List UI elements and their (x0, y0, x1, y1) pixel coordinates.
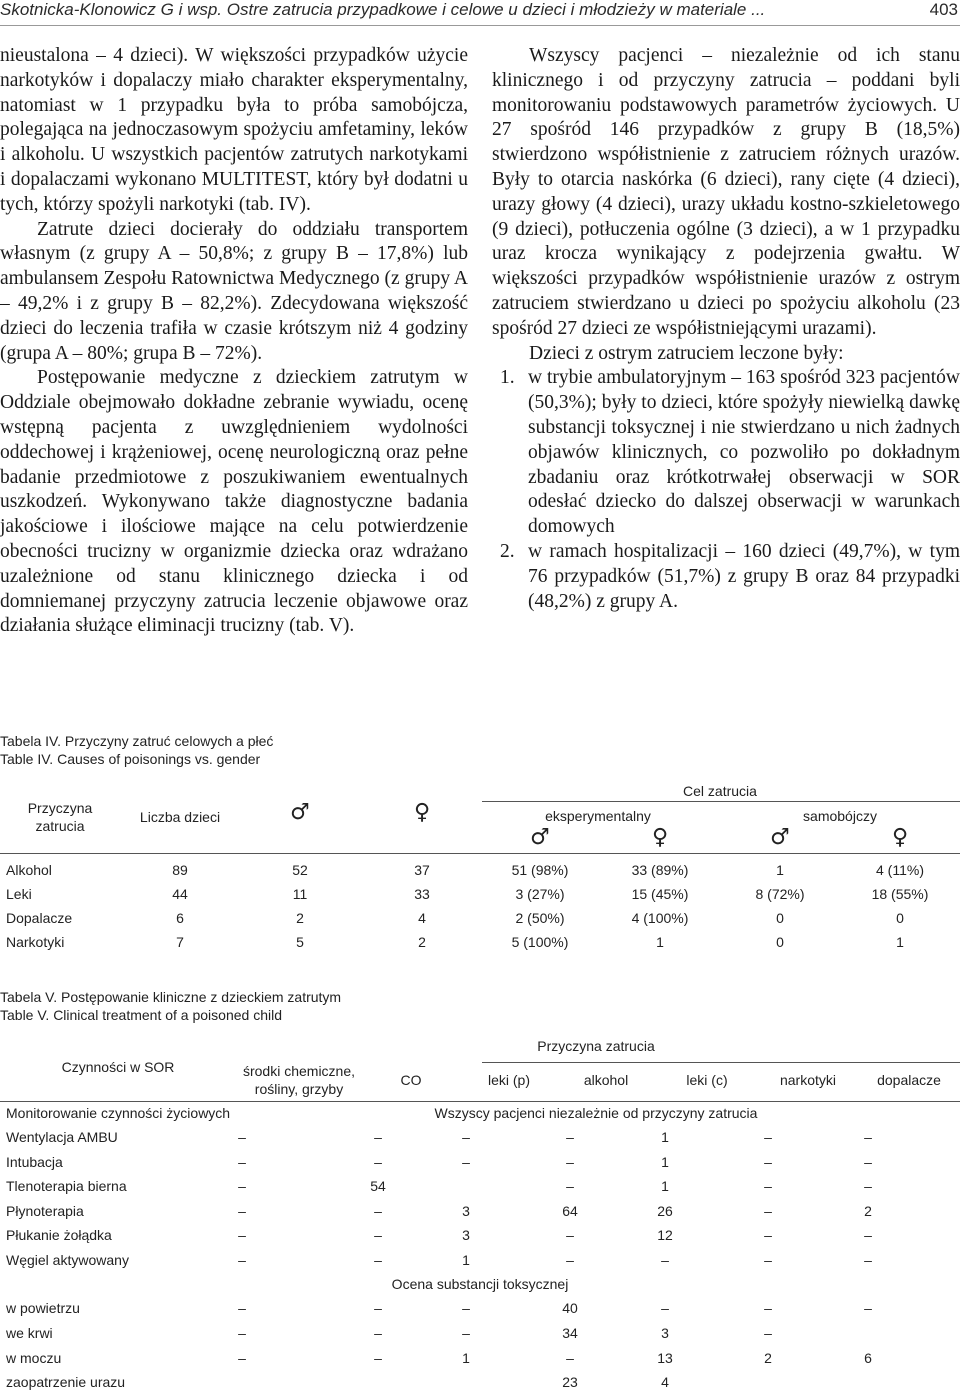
header-actions: Czynności w SOR (61, 1059, 175, 1075)
left-column (0, 44, 468, 639)
female-symbol-icon: ♀ (651, 825, 669, 850)
table-cell: 1 (656, 934, 664, 950)
table-cell: – (462, 1324, 470, 1341)
row-label: Tlenoterapia bierna (6, 1178, 127, 1194)
row-label: zaopatrzenie urazu (6, 1374, 126, 1391)
table-cell: – (764, 1227, 772, 1243)
table-cell: 0 (776, 934, 784, 950)
table-cell: 1 (661, 1153, 669, 1170)
table4-caption (0, 732, 273, 768)
treatment-list (492, 366, 960, 614)
row-label: Płynoterapia (6, 1202, 84, 1219)
table-cell: – (764, 1300, 772, 1316)
list-number: 1. (500, 367, 515, 389)
table-cell: 1 (896, 934, 904, 950)
row-label: w moczu (6, 1349, 62, 1366)
table-cell: – (864, 1153, 872, 1170)
list-text: w ramach hospitalizacji – 160 dzieci (49,7%), w tym 76 przypadków (51,7%) z grupy B oraz 84 przypadki (48,2%) z grupy A. (528, 540, 960, 612)
table-cell: 15 (45%) (631, 886, 689, 902)
table-cell: – (462, 1153, 470, 1170)
header-col-drugs-c: leki (c) (686, 1072, 728, 1088)
table-cell: 8 (72%) (755, 886, 805, 902)
table5-caption (0, 988, 341, 1024)
male-symbol-icon: ♂ (770, 825, 790, 850)
row-label: we krwi (6, 1324, 53, 1341)
table-cell: – (566, 1153, 574, 1170)
table-cell: – (864, 1251, 872, 1268)
table-cell: – (661, 1251, 669, 1268)
table-cell: – (374, 1227, 382, 1243)
caption-pl: Tabela IV. Przyczyny zatruć celowych a płeć (0, 733, 274, 749)
row-label: Narkotyki (6, 934, 65, 950)
table5 (0, 1036, 960, 1396)
paragraph: nieustalona – 4 dzieci). W większości przypadków użycie narkotyków i dopalaczy miało charakter eksperymentalny, natomiast w 1 przypadku była to próba samobójcza, polegająca na jednoczasowym spożyciu amfetaminy, leków i alkoholu. U wszystkich pacjentów zatrutych narkotykami i dopalaczami wykonano MULTITEST, który był dodatni u tych, którzy spożyli narkotyki (tab. IV). (0, 45, 468, 215)
table-cell: 1 (462, 1251, 470, 1268)
table-cell: 11 (292, 886, 308, 902)
paragraph: Dzieci z ostrym zatruciem leczone były: (529, 342, 844, 364)
table-cell: 3 (462, 1202, 470, 1219)
female-symbol-icon: ♀ (891, 825, 909, 850)
table-cell: – (764, 1251, 772, 1268)
table-cell: – (462, 1300, 470, 1316)
table-cell: – (374, 1300, 382, 1316)
table4 (0, 780, 960, 960)
header-rule (0, 25, 960, 26)
table-cell: – (238, 1178, 246, 1194)
table-cell: 1 (776, 862, 784, 878)
caption-pl: Tabela V. Postępowanie kliniczne z dzieckiem zatrutym (0, 989, 342, 1005)
table-cell: – (462, 1129, 470, 1145)
header-col-chemicals: środki chemiczne, rośliny, grzyby (242, 1063, 356, 1097)
table-cell: – (764, 1129, 772, 1145)
table-cell: – (238, 1251, 246, 1268)
table-cell: 18 (55%) (871, 886, 929, 902)
table-cell: 1 (661, 1129, 669, 1145)
table-cell: 4 (418, 910, 426, 926)
table-cell: 44 (172, 886, 188, 902)
header-col-alcohol: alkohol (583, 1072, 629, 1088)
list-text: w trybie ambulatoryjnym – 163 spośród 323 pacjentów (50,3%); były to dzieci, które spożyły niewielką dawkę substancji toksycznej i nie stwierdzano u nich żadnych objawów klinicznych, co pozwoliło po dokładnym zbadaniu oraz krótkotrwałej obserwacji w SOR odesłać dziecko do dalszej obserwacji w warunkach domowych (528, 367, 960, 538)
monitor-value: Wszyscy pacjenci niezależnie od przyczyny zatrucia (434, 1105, 758, 1121)
table-cell: – (566, 1178, 574, 1194)
table-cell: 33 (89%) (631, 862, 689, 878)
table-cell: – (864, 1300, 872, 1316)
row-label: Leki (6, 886, 32, 902)
table-cell: 2 (296, 910, 304, 926)
table-cell: – (238, 1153, 246, 1170)
row-label: Wentylacja AMBU (6, 1129, 118, 1145)
header-suicidal: samobójczy (803, 808, 877, 824)
male-symbol-icon: ♂ (530, 825, 550, 850)
male-symbol-icon: ♂ (290, 800, 310, 825)
row-label: Węgiel aktywowany (6, 1251, 129, 1268)
table-cell: 2 (50%) (515, 910, 565, 926)
header-cause: Przyczyna zatrucia (27, 800, 93, 834)
table-cell: 51 (98%) (511, 862, 569, 878)
table-cell: 3 (462, 1227, 470, 1243)
table-cell: – (661, 1300, 669, 1316)
table-cell: – (566, 1227, 574, 1243)
row-label: Monitorowanie czynności życiowych (6, 1105, 231, 1121)
female-symbol-icon: ♀ (413, 800, 431, 825)
table-cell: – (374, 1349, 382, 1366)
table-cell: 40 (562, 1300, 578, 1316)
table-cell: – (374, 1202, 382, 1219)
table-cell: 12 (657, 1227, 673, 1243)
header-goal: Cel zatrucia (683, 783, 757, 799)
table-cell: – (374, 1324, 382, 1341)
table-cell: 0 (896, 910, 904, 926)
paragraph: Wszyscy pacjenci – niezależnie od ich stanu klinicznego i od przyczyny zatrucia – poddani byli monitorowaniu podstawowych parametrów życiowych. U 27 spośród 146 przypadków z grupy B (18,5%) stwierdzono współistnienie z zatruciem różnych urazów. Były to otarcia naskórka (6 dzieci), rany cięte (4 dzieci), urazy głowy (4 dzieci), urazy układu kostno-szkieletowego (9 dzieci), potłuczenia ogólne (3 dzieci), a w 1 przypadku uraz krocza wynikający z podejrzenia gwałtu. W większości przypadków współistnienie urazów z ostrym zatruciem stwierdzano u dzieci po spożyciu alkoholu (23 spośród 27 dzieci ze współistniejącymi urazami). (492, 45, 960, 339)
table-cell: – (238, 1129, 246, 1145)
table-cell: 34 (562, 1324, 578, 1341)
table-cell: 6 (864, 1349, 872, 1366)
table-cell: 3 (27%) (515, 886, 565, 902)
table-cell: 2 (418, 934, 426, 950)
table-cell: 7 (176, 934, 184, 950)
paragraph: Zatrute dzieci docierały do oddziału transportem własnym (z grupy A – 50,8%; z grupy B – 17,8%) lub ambulansem Zespołu Ratownictwa Medycznego (z grupy A – 49,2% i z grupy B – 82,2%). Zdecydowana większość dzieci do leczenia trafiła w czasie krótszym niż 4 godziny (grupa A – 80%; grupa B – 72%). (0, 218, 468, 364)
row-label: Dopalacze (6, 910, 73, 926)
table-cell: – (238, 1349, 246, 1366)
table-cell: 5 (296, 934, 304, 950)
table-cell: – (864, 1227, 872, 1243)
table-cell: – (764, 1178, 772, 1194)
table-cell: 37 (414, 862, 430, 878)
table-cell: 2 (764, 1349, 772, 1366)
caption-en: Table IV. Causes of poisonings vs. gender (0, 751, 261, 767)
right-column (492, 44, 960, 614)
list-number: 2. (500, 540, 515, 562)
header-count: Liczba dzieci (139, 809, 221, 825)
row-label: Alkohol (6, 862, 52, 878)
table-cell: 23 (562, 1374, 578, 1391)
table-cell: 13 (657, 1349, 673, 1366)
table-cell: 4 (661, 1374, 669, 1391)
table-cell: – (566, 1129, 574, 1145)
table-cell: 6 (176, 910, 184, 926)
table-cell: – (374, 1251, 382, 1268)
table-cell: 33 (414, 886, 430, 902)
table-cell: 5 (100%) (511, 934, 569, 950)
table-cell: – (566, 1251, 574, 1268)
running-header (0, 0, 960, 20)
table-cell: – (764, 1202, 772, 1219)
caption-en: Table V. Clinical treatment of a poisoned child (0, 1007, 282, 1023)
row-label: w powietrzu (6, 1300, 80, 1316)
table-cell: – (764, 1153, 772, 1170)
table-cell: – (238, 1202, 246, 1219)
table-cell: 26 (657, 1202, 673, 1219)
table-cell: 2 (864, 1202, 872, 1219)
table-cell: 4 (11%) (876, 862, 924, 878)
table-cell: 52 (292, 862, 308, 878)
header-experimental: eksperymentalny (545, 808, 651, 824)
table-cell: – (238, 1227, 246, 1243)
table-cell: 54 (370, 1178, 386, 1194)
row-label: Płukanie żołądka (6, 1227, 112, 1243)
header-col-drugs-p: leki (p) (487, 1072, 531, 1088)
page-number: 403 (929, 0, 958, 19)
table-cell: 1 (661, 1178, 669, 1194)
table-cell: 64 (562, 1202, 578, 1219)
header-col-legal-highs: dopalacze (877, 1072, 941, 1088)
table-cell: 0 (776, 910, 784, 926)
paragraph: Postępowanie medyczne z dzieckiem zatrutym w Oddziale obejmowało dokładne zebranie wywiadu, ocenę wstępną pacjenta z uwzględnieniem wydolności oddechowej i krążeniowej, ocenę neurologiczną oraz pełne badanie przedmiotowe z poszukiwaniem ewentualnych uszkodzeń. Wykonywano także diagnostyczne badania jakościowe i ilościowe mające na celu potwierdzenie obecności trucizny w organizmie dziecka oraz wdrażano uzależnione od stanu klinicznego dziecka i od domniemanej przyczyny zatrucia leczenie objawowe oraz działania służące eliminacji trucizny (tab. V). (0, 367, 468, 637)
table-cell: 89 (172, 862, 188, 878)
table-cell: – (238, 1324, 246, 1341)
table-cell: – (864, 1178, 872, 1194)
running-title: Skotnicka-Klonowicz G i wsp. Ostre zatrucia przypadkowe i celowe u dzieci i młodzieży w materiale ... (0, 0, 766, 19)
section-label: Ocena substancji toksycznej (391, 1276, 569, 1292)
header-col-co: CO (400, 1072, 422, 1088)
header-cause: Przyczyna zatrucia (537, 1038, 655, 1054)
table-cell: – (864, 1129, 872, 1145)
table-cell: 1 (462, 1349, 470, 1366)
table-cell: – (374, 1129, 382, 1145)
row-label: Intubacja (6, 1153, 63, 1170)
list-item (492, 366, 960, 540)
table-cell: – (374, 1153, 382, 1170)
table-cell: – (566, 1349, 574, 1366)
table-cell: – (764, 1324, 772, 1341)
header-col-narcotics: narkotyki (779, 1072, 837, 1088)
table-cell: 3 (661, 1324, 669, 1341)
table-cell: – (238, 1300, 246, 1316)
list-item (492, 540, 960, 614)
table-cell: 4 (100%) (631, 910, 689, 926)
